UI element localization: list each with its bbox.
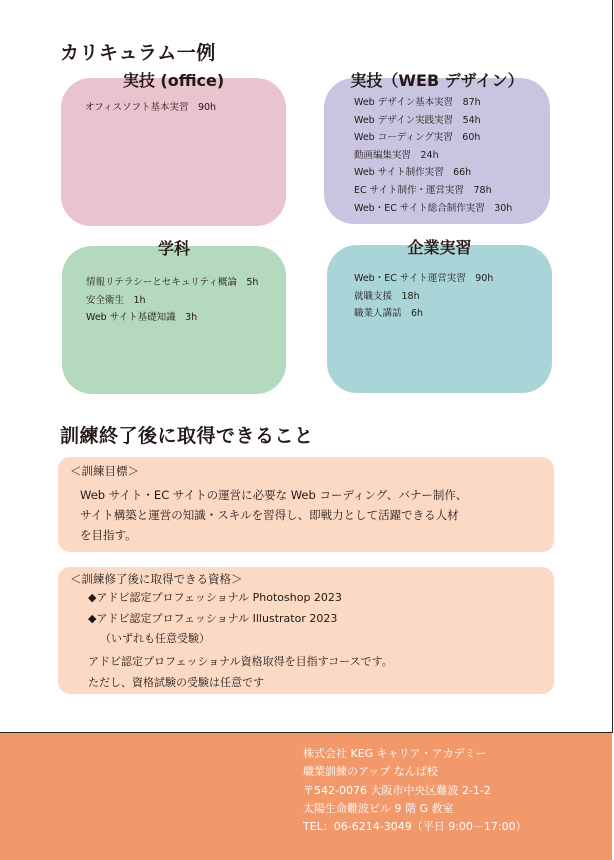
- address-line: 〒542-0076 大阪市中央区難波 2-1-2: [303, 783, 491, 797]
- course-item: Web デザイン実践実習 54h: [354, 114, 481, 126]
- course-item: 動画編集実習 24h: [354, 149, 439, 161]
- box-title: 実技（WEB デザイン）: [350, 71, 524, 90]
- box-title: 学科: [157, 239, 190, 258]
- qualification-remark: ただし、資格試験の受験は任意です: [88, 676, 264, 689]
- goal-line: を目指す。: [80, 528, 137, 542]
- outcomes-heading: 訓練終了後に取得できること: [60, 425, 314, 447]
- box-title: 企業実習: [407, 238, 472, 257]
- course-item: Web サイト基礎知識 3h: [86, 312, 198, 324]
- course-item: 情報リテラシーとセキュリティ概論 5h: [86, 277, 259, 288]
- qualifications-label: ＜訓練修了後に取得できる資格＞: [70, 572, 243, 586]
- curriculum-box-web-design: [324, 71, 550, 224]
- building-line: 太陽生命難波ビル 9 階 G 教室: [303, 801, 454, 815]
- course-item: オフィスソフト基本実習 90h: [85, 102, 217, 113]
- phone-line: TEL：06-6214-3049（平日 9:00－17:00）: [303, 820, 527, 834]
- course-item: Web・EC サイト運営実習 90h: [354, 273, 494, 284]
- curriculum-box-office: [61, 71, 286, 226]
- qualification-note: （いずれも任意受験）: [100, 632, 210, 646]
- curriculum-box-academic: [62, 239, 286, 394]
- qualification-remark: アドビ認定プロフェッショナル資格取得を目指すコースです。: [88, 655, 393, 668]
- course-item: Web サイト制作実習 66h: [354, 167, 472, 179]
- curriculum-heading: カリキュラム一例: [60, 42, 216, 64]
- footer-contact: [0, 733, 612, 860]
- course-item: EC サイト制作・運営実習 78h: [354, 184, 492, 196]
- qualification-item: ◆アドビ認定プロフェッショナル Photoshop 2023: [88, 591, 342, 604]
- box-title: 実技 (office): [122, 71, 225, 90]
- goal-line: サイト構築と運営の知識・スキルを習得し、即戦力として活躍できる人材: [80, 508, 459, 522]
- qualifications-panel: [58, 567, 554, 694]
- goal-label: ＜訓練目標＞: [70, 464, 139, 478]
- goal-line: Web サイト・EC サイトの運営に必要な Web コーディング、バナー制作、: [80, 488, 468, 502]
- company-name: 株式会社 KEG キャリア・アカデミー: [303, 747, 487, 760]
- course-item: Web コーディング実習 60h: [354, 132, 481, 144]
- training-goal-panel: [58, 457, 554, 552]
- school-name: 職業訓練のアップ なんば校: [303, 765, 438, 779]
- course-item: 職業人講話 6h: [354, 308, 424, 320]
- course-item: 安全衛生 1h: [86, 294, 146, 306]
- course-item: 就職支援 18h: [354, 290, 420, 302]
- course-item: Web・EC サイト総合制作実習 30h: [354, 202, 513, 214]
- qualification-item: ◆アドビ認定プロフェッショナル Illustrator 2023: [88, 611, 338, 625]
- course-item: Web デザイン基本実習 87h: [354, 97, 481, 108]
- curriculum-box-internship: [327, 238, 552, 393]
